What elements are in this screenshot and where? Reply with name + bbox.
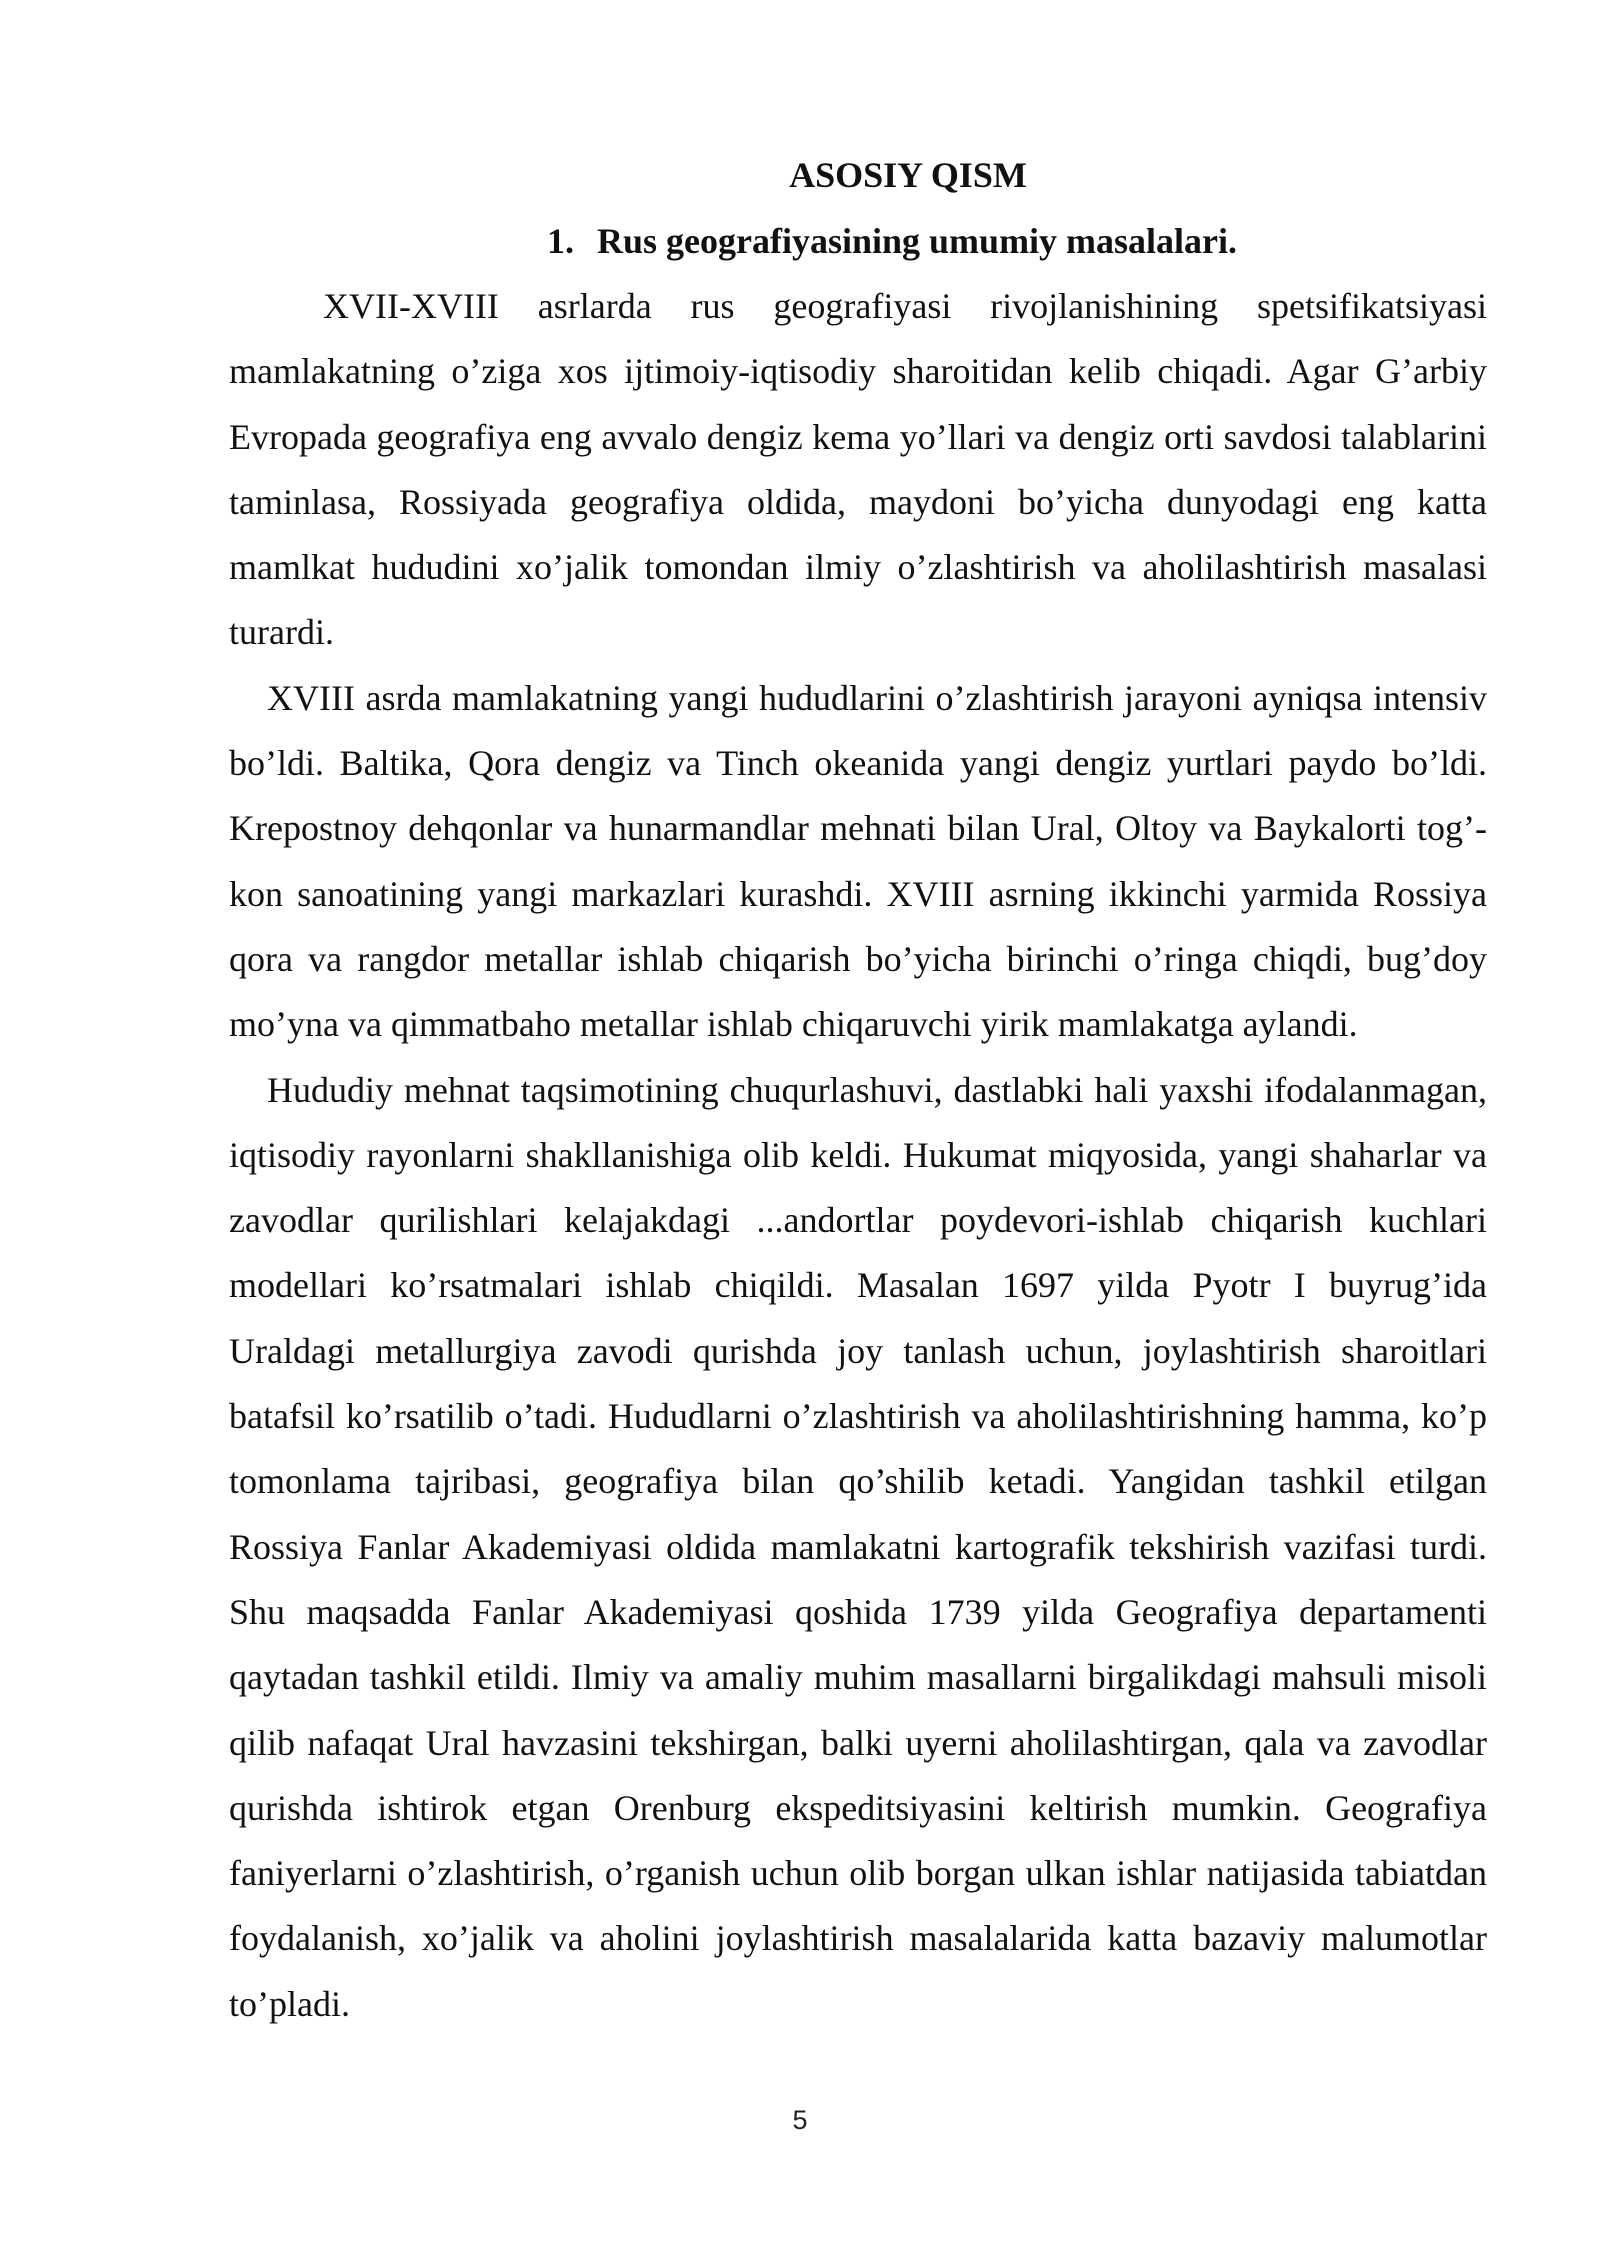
paragraph-2: XVIII asrda mamlakatning yangi hududlarini o’zlashtirish jarayoni ayniqsa intensiv bo’ldi. Baltika, Qora dengiz va Tinch okeanida yangi dengiz yurtlari paydo bo’ldi. Krepostnoy dehqonlar va hunarmandlar mehnati bilan Ural, Oltoy va Baykalorti tog’-kon sanoatining yangi markazlari kurashdi. XVIII asrning ikkinchi yarmida Rossiya qora va rangdor metallar ishlab chiqarish bo’yicha birinchi o’ringa chiqdi, bug’doy mo’yna va qimmatbaho metallar ishlab chiqaruvchi yirik mamlakatga aylandi. [229, 677, 1487, 1045]
paragraph-3: Hududiy mehnat taqsimotining chuqurlashuvi, dastlabki hali yaxshi ifodalanmagan, iqtisodiy rayonlarni shakllanishiga olib keldi. Hukumat miqyosida, yangi shaharlar va zavodlar qurilishlari kelajakdagi ...andortlar poydevori-ishlab chiqarish kuchlari modellari ko’rsatmalari ishlab chiqildi. Masalan 1697 yilda Pyotr I buyrug’ida Uraldagi metallurgiya zavodi qurishda joy tanlash uchun, joylashtirish sharoitlari batafsil ko’rsatilib o’tadi. Hududlarni o’zlashtirish va aholilashtirishning hamma, ko’p tomonlama tajribasi, geografiya bilan qo’shilib ketadi. Yangidan tashkil etilgan Rossiya Fanlar Akademiyasi oldida mamlakatni kartografik tekshirish vazifasi turdi. Shu maqsadda Fanlar Akademiyasi qoshida 1739 yilda Geografiya departamenti qaytadan tashkil etildi. Ilmiy va amaliy muhim masallarni birgalikdagi mahsuli misoli qilib nafaqat Ural havzasini tekshirgan, balki uyerni aholilashtirgan, qala va zavodlar qurishda ishtirok etgan Orenburg ekspeditsiyasini keltirish mumkin. Geografiya faniyerlarni o’zlashtirish, o’rganish uchun olib borgan ulkan ishlar natijasida tabiatdan foydalanish, xo’jalik va aholini joylashtirish masalalarida katta bazaviy malumotlar to’pladi. [229, 1069, 1487, 2024]
main-heading: ASOSIY QISM [789, 155, 1027, 195]
section-number: 1. [547, 221, 574, 261]
page-number: 5 [792, 2105, 808, 2135]
section-heading [229, 208, 1487, 274]
page-content [229, 142, 1487, 2037]
section-title: Rus geografiyasining umumiy masalalari. [597, 221, 1238, 261]
paragraph-1: XVII-XVIII asrlarda rus geografiyasi rivojlanishining spetsifikatsiyasi mamlakatning o’ziga xos ijtimoiy-iqtisodiy sharoitidan kelib chiqadi. Agar G’arbiy Evropada geografiya eng avvalo dengiz kema yo’llari va dengiz orti savdosi talablarini taminlasa, Rossiyada geografiya oldida, maydoni bo’yicha dunyodagi eng katta mamlkat hududini xo’jalik tomondan ilmiy o’zlashtirish va aholilashtirish masalasi turardi. [229, 286, 1487, 653]
